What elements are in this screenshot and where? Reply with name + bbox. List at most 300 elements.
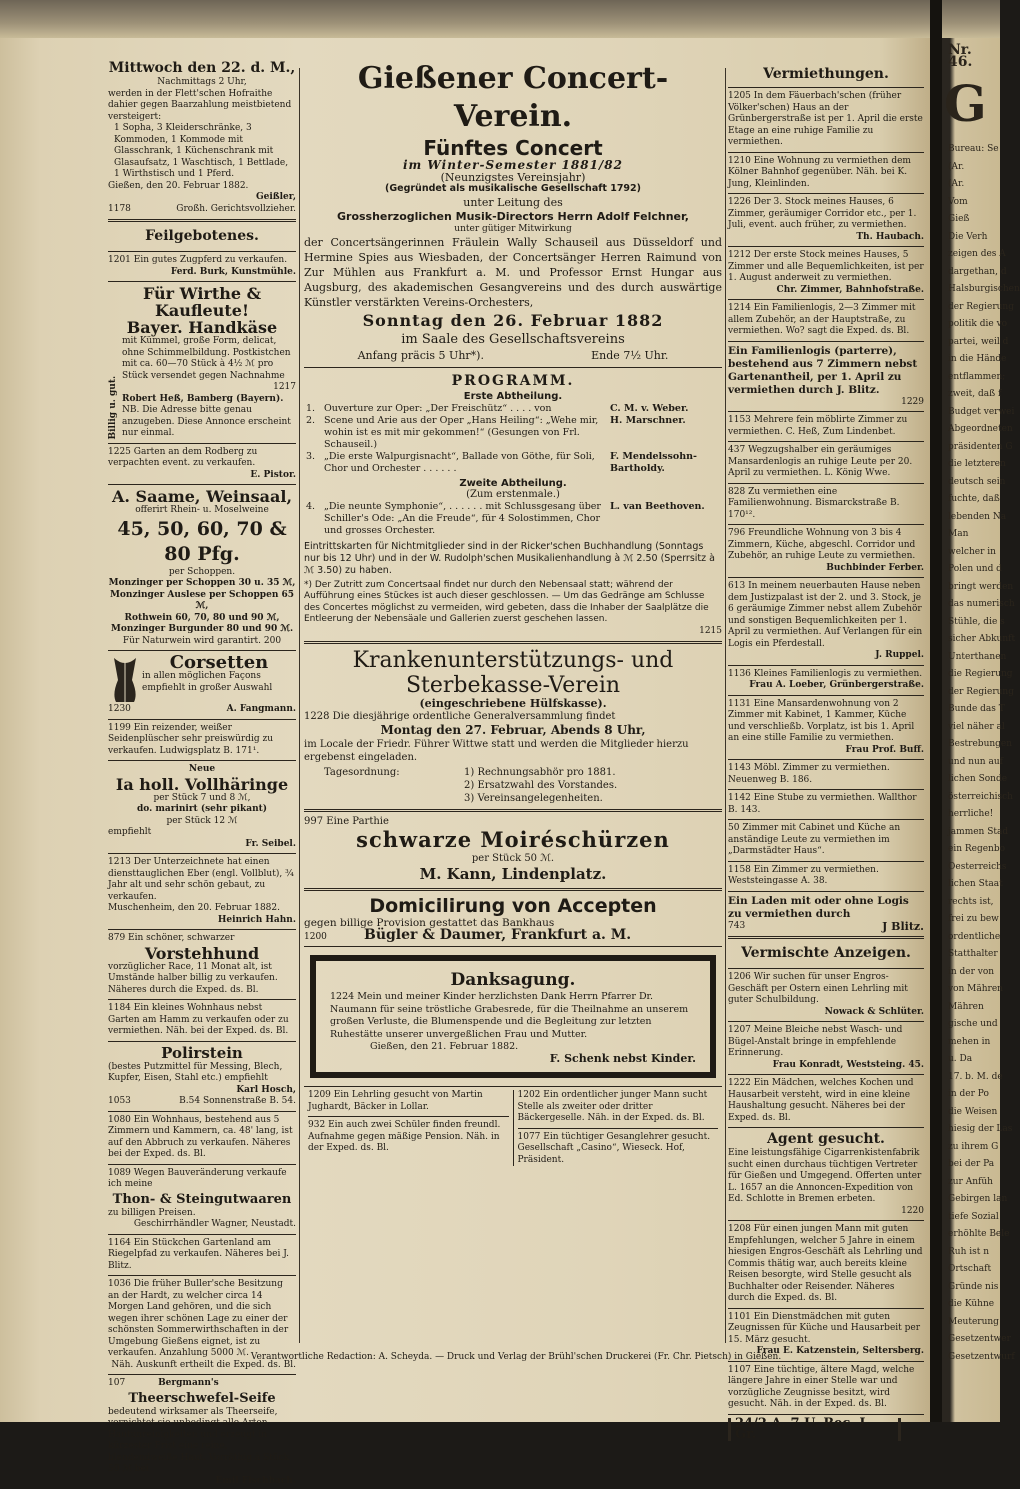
ad-signature: E. Pistor. — [250, 469, 296, 480]
misc-list — [728, 1224, 924, 1411]
ad-text: Für einen jungen Mann mit guten Empfehlungen, welcher 5 Jahre in einem hiesigen Engros-Geschäft als Lehrling und Commis thätig war, auch bereits kleine Reisen besorgte, wird Stelle gesucht als Buchhalter oder Reisender. Näheres durch die Exped. ds. Bl. — [728, 1224, 923, 1303]
ad-text: 1 Sopha, 3 Kleiderschränke, 3 Kommoden, 1 Kommode mit Glasschrank, 1 Küchenschrank mit Glasaufsatz, 1 Waschtisch, 1 Bettlade, 1 Wirthstisch und 1 Pferd. — [114, 123, 289, 179]
ad-number: 50 — [728, 823, 740, 833]
masonic-ad — [728, 1415, 924, 1442]
right-column — [728, 60, 924, 1443]
classified-ad — [728, 793, 924, 820]
edge-text-fragment: die Regierung — [948, 669, 1013, 679]
accept-ad — [304, 895, 722, 944]
ad-text: vorzüglicher Race, 11 Monat alt, ist Umstände halber billig zu verkaufen. Näheres durch die Exped. ds. Bl. — [108, 961, 278, 995]
edge-text-fragment: 17. b. M. de — [948, 1071, 1003, 1082]
ad-text: Meine Bleiche nebst Wasch- und Bügel-Anstalt bringe in empfehlende Erinnerung. — [728, 1025, 903, 1058]
edge-text-fragment: und nun auf — [948, 756, 1003, 767]
program-part: Zweite Abtheilung. — [459, 477, 567, 489]
edge-text-fragment: in die Hände — [948, 354, 1007, 364]
ad-number: 1213 — [108, 857, 131, 867]
ad-text: (bestes Putzmittel für Messing, Blech, Kupfer, Eisen, Stahl etc.) empfiehlt — [108, 1061, 283, 1083]
ad-number: 1089 — [108, 1167, 131, 1178]
ad-text: 997 Eine Parthie — [304, 815, 389, 827]
ad-text: Zu vermiethen eine Familienwohnung. Bismarckstraße B. 170¹². — [728, 486, 900, 520]
classified-ad — [728, 303, 924, 338]
edge-text-fragment: von Mähren — [948, 984, 1003, 994]
edge-text-fragment: Vom — [948, 196, 968, 207]
ad-text: Nachmittags 2 Uhr, — [157, 77, 247, 87]
apron-ad — [304, 816, 722, 884]
edge-text-fragment: ein Regenbo — [948, 844, 1006, 854]
edge-text-fragment: lichen Sonde — [948, 774, 1008, 784]
classified-ad — [728, 1365, 924, 1411]
classified-ad — [728, 197, 924, 247]
concert-date: Sonntag den 26. Februar 1882 — [362, 311, 664, 330]
ad-title: A. Saame, Weinsaal, — [111, 487, 293, 506]
pottery-ad — [108, 1168, 296, 1231]
program-item: 1. Ouverture zur Oper: „Der Freischütz“ . . . . von C. M. v. Weber. — [306, 402, 689, 414]
ad-date: Gießen, den 21. Februar 1882. — [370, 1041, 519, 1052]
ad-signature: Robert Heß, Bamberg (Bayern). — [122, 393, 284, 404]
edge-text-fragment: mehen in — [948, 1036, 991, 1047]
classified-ad — [728, 528, 924, 578]
edge-text-fragment: tiefe Sozial — [948, 1211, 999, 1222]
ad-number: 1164 — [108, 1237, 131, 1248]
ad-text: Ein Zimmer zu vermiethen. Weststeingasse A. 38. — [728, 864, 879, 886]
ad-text: Eine Wohnung zu vermiethen dem Kölner Bahnhof gegenüber. Näh. bei K. Jung, Kleinlinden. — [728, 155, 911, 189]
edge-text-fragment: Mähren — [948, 1001, 984, 1012]
ad-signature: A. Fangmann. — [226, 704, 296, 714]
ad-text: Eine tüchtige, ältere Magd, welche längere Jahre in einer Stelle war und vorzügliche Zeugnisse besitzt, wird gesucht. Näh. in der Exped. ds. Bl. — [728, 1364, 915, 1409]
classified-ad — [728, 669, 924, 696]
ad-signature: Heinrich Hahn. — [217, 914, 296, 925]
ad-signature: Karl Hosch, — [236, 1084, 296, 1095]
ad-text: Ein Familienlogis (parterre), bestehend aus 7 Zimmern nebst Gartenantheil, per 1. April zu vermiethen durch J. Blitz. — [728, 344, 918, 396]
ad-date: Muschenheim, den 20. Februar 1882. — [108, 903, 280, 913]
ad-signature: J. Ruppel. — [875, 650, 924, 660]
ad-text: Eine leistungsfähige Cigarrenkistenfabrik sucht einen durchaus tüchtigen Vertreter für Gießen und Umgegend. Offerten unter L. 1657 an die Annoncen-Expedition von Ed. Schlotte in Bremen erbeten. — [728, 1148, 922, 1204]
program-table — [304, 403, 722, 475]
ad-text: Ein ordentlicher junger Mann sucht Stelle als zweiter oder dritter Bäckergeselle. Näh. in der Exped. ds. Bl. — [517, 1090, 708, 1123]
ad-signature: Buchbinder Ferber. — [826, 562, 924, 573]
ad-text: Der erste Stock meines Hauses, 5 Zimmer und alle Bequemlichkeiten, ist per 1. August anderweit zu vermiethen. — [728, 250, 924, 283]
concert-heading: Fünftes Concert — [423, 136, 603, 160]
ad-text: unter gütiger Mitwirkung — [454, 223, 572, 234]
edge-text-fragment: das numerisch — [948, 599, 1015, 609]
ad-title: Für Wirthe & Kaufleute! — [142, 284, 262, 320]
house-ad — [108, 1003, 296, 1038]
program-table — [304, 501, 722, 537]
classified-ad — [728, 1224, 924, 1309]
ad-title: Corsetten — [169, 652, 269, 673]
ad-text: Möbl. Zimmer zu vermiethen. Neuenweg B. 186. — [728, 763, 890, 785]
ad-text: Ein gutes Zugpferd zu verkaufen. — [133, 255, 288, 265]
ad-number: 107 — [108, 1378, 126, 1388]
ad-number: 1226 — [728, 197, 751, 207]
ad-text: Bergmann's — [158, 1378, 219, 1388]
agenda-item: 1) Rechnungsabhör pro 1881. — [464, 766, 616, 778]
edge-text-fragment: Ruh ist n — [948, 1246, 990, 1257]
ad-number: 1080 — [108, 1114, 131, 1125]
edge-initial: G — [944, 74, 987, 133]
edge-text-fragment: (Ar. — [948, 179, 965, 189]
ad-text: Ein Laden mit oder ohne Logis zu vermiethen durch — [728, 894, 909, 920]
edge-text-fragment: Polen und d — [948, 564, 1002, 574]
program-heading: PROGRAMM. — [451, 373, 575, 389]
ad-text: im Locale der Friedr. Führer Wittwe statt und werden die Mitglieder hierzu ergebenst eingeladen. — [304, 738, 689, 763]
edge-text-fragment: Abgeordneten — [948, 424, 1013, 434]
edge-text-fragment: zweit, daß f — [948, 389, 1002, 399]
ad-text: Zimmer mit Cabinet und Küche an anständige Leute zu vermiethen im „Darmstädter Haus“. — [728, 823, 901, 856]
program-item: 4. „Die neunte Symphonie“, . . . . . . mit Schlussgesang über Schiller's Ode: „An die Freude“, für 4 Solostimmen, Chor und grosses Orchester. L. van Beethoven. — [306, 500, 705, 536]
ad-text: Wir suchen für unser Engros-Geschäft per Ostern einen Lehrling mit guter Schulbildung. — [728, 972, 908, 1005]
ad-text: (eingeschriebene Hülfskasse). — [419, 697, 607, 710]
horse-ad — [108, 255, 296, 278]
ad-text: versteigert: — [108, 111, 162, 122]
ad-text: werden in der Flett'schen Hofraithe — [108, 88, 273, 99]
classified-ad — [728, 972, 924, 1022]
ad-text: Freundliche Wohnung von 3 bis 4 Zimmern, Küche, abgeschl. Corridor und Zubehör, an ruhige Leute zu vermiethen. — [728, 528, 916, 561]
ad-number: 437 — [728, 445, 746, 455]
edge-text-fragment: Gesetzentwurf — [948, 1351, 1015, 1362]
ad-signature: Bügler & Daumer, Frankfurt a. M. — [364, 926, 632, 943]
ad-number: 1036 — [108, 1279, 131, 1289]
edge-text-fragment: deutsch sein — [948, 476, 1006, 487]
ad-side-text: Billig u. gut. — [108, 375, 118, 440]
ad-number: 1158 — [728, 864, 751, 875]
ad-number: 1223 — [901, 1423, 924, 1434]
corset-ad — [108, 654, 296, 716]
ad-number: 1178 — [108, 203, 131, 214]
ad-text: Großh. Gerichtsvollzieher. — [176, 203, 296, 214]
ad-text: Ein auch zwei Schüler finden freundl. Aufnahme gegen mäßige Pension. Näh. in der Exped. ds. Bl. — [308, 1120, 501, 1153]
polish-ad — [108, 1045, 296, 1108]
classified-ad — [728, 250, 924, 300]
edge-text-fragment: herrliche! — [948, 809, 994, 819]
next-page-edge — [944, 42, 1020, 1369]
ad-text: Ein Wohnhaus, bestehend aus 5 Zimmern und Kammern, ca. 48' lang, ist auf den Abbruch zu verkaufen. Näheres bei der Exped. ds. Bl. — [108, 1114, 293, 1159]
ad-text: Ein tüchtiger Gesanglehrer gesucht. Gesellschaft „Casino“, Wieseck. Hof, Präsident. — [517, 1131, 711, 1165]
ad-number: 932 — [308, 1120, 326, 1130]
concert-title: Gießener Concert-Verein. — [357, 61, 669, 134]
concert-venue: im Saale des Gesellschaftsvereins — [401, 332, 625, 347]
garden-ad — [108, 447, 296, 482]
ad-text: Kleines Familienlogis zu vermiethen. — [753, 668, 923, 679]
ad-signature: J Blitz. — [882, 919, 924, 933]
classified-ad — [728, 415, 924, 442]
edge-text-fragment: Gebirgen lan — [948, 1194, 1008, 1204]
ad-title: Vorstehhund — [144, 943, 260, 963]
concert-end: Ende 7½ Uhr. — [591, 349, 669, 362]
edge-text-fragment: (Ar. — [948, 161, 965, 172]
ad-title: Ia holl. Vollhäringe — [115, 774, 289, 794]
ad-text: Grossherzoglichen Musik-Directors Herrn Adolf Felchner, — [336, 209, 689, 223]
ad-text: offerirt Rhein- u. Moselweine — [135, 505, 269, 515]
concert-note: *) Der Zutritt zum Concertsaal findet nur durch den Nebensaal statt; während der Aufführung eines Stückes ist auch dieser geschlossen. — Um das Gedränge am Schlusse des Concertes möglichst zu vermeiden, wird gebeten, dass die Inhaber der Saalplätze die Entleerung der Nebensäale und Gallerien zuerst geschehen lassen. — [304, 579, 709, 624]
ad-text: Der Unterzeichnete hat einen diensttauglichen Eber (engl. Vollblut), ¾ Jahr alt und sehr schön gebaut, zu verkaufen. — [108, 857, 294, 902]
left-column — [108, 60, 296, 1489]
edge-text-fragment: Oesterreichs — [948, 861, 1007, 872]
ad-text: 1228 Die diesjährige ordentliche Generalversammlung findet — [304, 710, 616, 722]
edge-text-fragment: entflammen; — [948, 371, 1006, 382]
edge-text-fragment: viel näher al — [948, 721, 1005, 732]
edge-fragments — [948, 144, 1020, 1363]
classified-ad — [728, 699, 924, 761]
ad-text: zu billigen Preisen. — [108, 1207, 196, 1218]
ad-text: Ein Familienlogis, 2—3 Zimmer mit allem Zubehör, an der Hauptstraße, zu vermiethen. Wo? sagt die Exped. ds. Bl. — [728, 303, 916, 336]
edge-text-fragment: Bestrebungen — [948, 739, 1013, 749]
ad-text: bedeutend wirksamer als Theerseife, vernichtet sie unbedingt alle Arten Hautunreinigkeiten und erzeugt in kürzester Frist eine reine, blendendweiße Haut. Vorräthig à Stück 50 ℳ bei — [108, 1406, 290, 1474]
ad-number: 1202 — [517, 1090, 541, 1100]
concert-start: Anfang präcis 5 Uhr*). — [357, 349, 484, 362]
ad-number: 1209 — [308, 1090, 331, 1100]
ad-text: mit Kümmel, große Form, delicat, ohne Schimmelbildung. Postkistchen mit ca. 60—70 Stück à 4½ ℳ pro Stück versendet gegen Nachnahme — [122, 336, 291, 381]
ad-text: Wegen Bauveränderung verkaufe ich meine — [108, 1167, 287, 1189]
ad-text: 879 Ein schöner, schwarzer — [108, 933, 235, 943]
ad-text: unter Leitung des — [463, 195, 563, 209]
edge-text-fragment: fuchte, daß — [948, 494, 1000, 504]
edge-text-fragment: Man — [948, 529, 969, 539]
edge-text-fragment: hiesig der Las — [948, 1124, 1013, 1134]
edge-text-fragment: Ortschaft — [948, 1264, 992, 1274]
ad-signature: Nowack & Schlüter. — [824, 1006, 924, 1017]
binding-gutter — [930, 0, 942, 1422]
edge-text-fragment: ordentliche — [948, 931, 1001, 942]
ad-number: 200 — [263, 635, 282, 646]
section-heading: Vermiethungen. — [763, 66, 889, 82]
edge-text-fragment: politik die vo — [948, 319, 1008, 329]
ad-text: In dem Fäuerbach'schen (früher Völker'schen) Haus an der Grünbergerstraße ist per 1. April die erste Etage an eine ruhige Familie zu vermiethen. — [728, 91, 923, 147]
edge-text-fragment: Meuterung — [948, 1316, 999, 1327]
herring-ad — [108, 764, 296, 850]
classified-ad — [728, 1078, 924, 1124]
ad-signature: F. Schenk nebst Kinder. — [549, 1051, 696, 1065]
middle-column — [304, 60, 722, 1166]
concert-semester: im Winter-Semester 1881/82 — [402, 158, 623, 172]
edge-text-fragment: Bunde das T — [948, 704, 1005, 714]
ad-number: 743 — [728, 920, 746, 931]
ad-number: 1207 — [728, 1025, 751, 1035]
section-heading: Feilgebotenes. — [145, 228, 259, 244]
classified-ad — [728, 91, 924, 153]
classified-ad — [728, 156, 924, 195]
edge-text-fragment: zu ihrem G — [948, 1141, 999, 1152]
ad-signature: Frau Konradt, Weststeing. 45. — [772, 1059, 924, 1070]
concert-description: der Concertsängerinnen Fräulein Wally Schauseil aus Düsseldorf und Hermine Spies aus Wiesbaden, der Concertsänger Herren Raimund von Zur Mühlen aus Frankfurt a. M. und Professor Ernst Hungar aus Augsburg, des akademischen Gesangvereins und des durch auswärtige Künstler verstärkten Vereins-Orchesters, — [304, 236, 722, 309]
ad-number: 1101 — [728, 1311, 751, 1322]
ad-title: Thon- & Steingutwaaren — [112, 1191, 292, 1207]
ad-text: per Schoppen. — [168, 566, 236, 577]
ad-prices: 45, 50, 60, 70 & 80 Pfg. — [117, 517, 287, 565]
ad-number: 1053 — [108, 1096, 131, 1106]
agent-ad — [728, 1131, 924, 1217]
corset-icon — [108, 654, 142, 704]
ad-text: per Stück 12 ℳ — [166, 815, 238, 826]
ad-text: empfiehlt — [108, 827, 152, 837]
classified-ad — [728, 823, 924, 862]
ad-text: do. marinirt (sehr pikant) — [136, 804, 268, 814]
ad-text: Ein kleines Wohnhaus nebst Garten am Hamm zu verkaufen oder zu vermiethen. Näh. bei der Exped. ds. Bl. — [108, 1003, 289, 1036]
edge-text-fragment: Gesetzentwer — [948, 1334, 1011, 1344]
ad-text: 1224 Mein und meiner Kinder herzlichsten Dank Herrn Pfarrer Dr. Naumann für seine tröstliche Grabesrede, für die Theilnahme an unserem großen Verluste, die Blumenspende und die Begleitung zur letzten Ruhestätte unserer unvergeßlichen Frau und Mutter. — [330, 991, 689, 1040]
ad-number: 1184 — [108, 1003, 131, 1013]
dog-ad — [108, 933, 296, 996]
auction-title: Mittwoch den 22. d. M., — [108, 60, 296, 76]
edge-text-fragment: zur Anfüh — [948, 1176, 993, 1187]
edge-text-fragment: Unterthanen — [948, 651, 1007, 662]
ad-text: Mehrere fein möblirte Zimmer zu vermiethen. C. Heß, Zum Lindenbet. — [728, 415, 908, 437]
edge-text-fragment: Gieß — [948, 214, 970, 224]
edge-text-fragment: sicher Abkunft — [948, 634, 1016, 644]
ad-text: Monzinger Auslese per Schoppen 65 ℳ, — [109, 589, 295, 611]
edge-text-fragment: bei der Pa — [948, 1159, 995, 1169]
ad-signature: Frau Prof. Buff. — [845, 744, 924, 755]
edge-text-fragment: lichen Staat — [948, 879, 1003, 889]
ad-title: Theerschwefel-Seife — [128, 1390, 276, 1406]
cheese-ad — [108, 285, 296, 440]
ad-title: Bayer. Handkäse — [126, 318, 278, 337]
concert-ad — [304, 60, 722, 637]
ad-signature: Frau A. Loeber, Grünbergerstraße. — [749, 680, 924, 690]
edge-text-fragment: die Kühne — [948, 1299, 995, 1309]
ad-title: Danksagung. — [450, 970, 576, 990]
ad-number: 1229 — [901, 396, 924, 407]
ad-text: Monzinger per Schoppen 30 u. 35 ℳ, — [108, 578, 296, 588]
rent-list — [728, 91, 924, 338]
ad-text: In meinem neuerbauten Hause neben dem Justizpalast ist der 2. und 3. Stock, je 6 geräumige Zimmer nebst allem Zubehör und sonstigen Bequemlichkeiten per 1. April zu vermiethen. Auf Verlangen für ein Logis ein Pferdestall. — [728, 581, 923, 649]
ad-signature: Emil Fischbach. — [215, 1475, 296, 1486]
ad-text: Ein Mädchen, welches Kochen und Hausarbeit versteht, wird in eine kleine Haushaltung gesucht. Näheres bei der Exped. ds. Bl. — [728, 1078, 914, 1123]
kasse-ad — [304, 648, 722, 805]
edge-text-fragment: welcher in — [948, 546, 996, 557]
ad-number: 1206 — [728, 972, 751, 982]
ad-text: (Zum erstenmale.) — [466, 489, 560, 500]
ad-text: Tagesordnung: — [324, 766, 400, 778]
ad-text: gegen billige Provision gestattet das Bankhaus — [304, 916, 555, 929]
ad-text: Garten an dem Rodberg zu verpachten event. zu verkaufen. — [108, 446, 258, 468]
ad-text: Eine Mansardenwohnung von 2 Zimmer mit Kabinet, 1 Kammer, Küche und verschließb. Vorplatz, ist bis 1. April an eine stille Familie zu vermiethen. — [728, 698, 915, 743]
soap-ad — [108, 1378, 296, 1487]
ad-title: Agent gesucht. — [767, 1131, 885, 1147]
ad-signature: M. Kann, Lindenplatz. — [419, 864, 607, 883]
edge-text-fragment: die Weisen — [948, 1106, 998, 1117]
auction-ad — [108, 60, 296, 215]
ad-number: 1210 — [728, 155, 751, 166]
boar-ad — [108, 857, 296, 926]
ad-title: Domicilirung von Accepten — [369, 894, 657, 917]
ad-number: 1200 — [304, 931, 327, 942]
ad-text: Ein Stückchen Gartenland am Riegelpfad zu verkaufen. Näheres bei J. Blitz. — [108, 1237, 289, 1271]
ad-signature: Fr. Seibel. — [245, 838, 296, 849]
ad-text: Die früher Buller'sche Besitzung an der Hardt, zu welcher circa 14 Morgen Land gehören, und die sich wegen ihrer schönen Lage zu einer der schönsten Sommerwirthschaften in der Umgebung Gießens eignet, ist zu verkaufen. Anzahlung 5000 ℳ. — [108, 1279, 289, 1358]
rent-list — [728, 415, 924, 888]
ad-text: Der 3. Stock meines Hauses, 6 Zimmer, geräumiger Corridor etc., per 1. Juli, event. auch früher, zu vermiethen. — [728, 197, 917, 230]
ad-number: 1205 — [728, 91, 751, 101]
ad-number: 1220 — [901, 1205, 924, 1216]
edge-text-fragment: u. Da — [948, 1054, 973, 1064]
top-shadow-band — [0, 0, 1000, 38]
edge-text-fragment: Stühle, die s — [948, 616, 1005, 627]
ad-number: 1143 — [728, 763, 751, 773]
house-ad — [108, 1115, 296, 1161]
edge-text-fragment: bringt werden — [948, 581, 1014, 592]
edge-text-fragment: der Regierung — [948, 686, 1014, 697]
ad-number: 1142 — [728, 793, 751, 803]
ad-text: per Stück 50 ℳ. — [471, 853, 555, 864]
ad-number: 1217 — [273, 382, 296, 392]
ad-date: Gießen, den 20. Februar 1882. — [108, 180, 249, 191]
edge-text-fragment: erhöhlte Bele — [948, 1229, 1010, 1239]
garden-ad — [108, 1238, 296, 1273]
column-rule — [725, 68, 726, 1343]
ad-number: 1131 — [728, 698, 751, 709]
ad-signature: Geißler, — [255, 192, 296, 202]
edge-text-fragment: Die Verh — [948, 231, 988, 242]
ad-number: 1208 — [728, 1224, 751, 1234]
ad-title: Krankenunterstützungs- und Sterbekasse-Verein — [352, 648, 674, 698]
imprint-footer: Verantwortliche Redaction: A. Scheyda. — Druck und Verlag der Brühl'schen Druckerei (Fr. Chr. Pietsch) in Gießen. — [250, 1352, 782, 1362]
program-item: 2. Scene und Arie aus der Oper „Hans Heiling“: „Wehe mir, wohin ist es mit mir gekommen!“ (Gesungen von Frl. Schauseil.) H. Marschner. — [306, 414, 686, 450]
ad-number: 1222 — [728, 1078, 751, 1088]
edge-text-fragment: lebenden Na — [948, 511, 1007, 522]
edge-text-fragment: gische und — [948, 1019, 998, 1029]
ad-signature: Chr. Zimmer, Bahnhofstraße. — [776, 284, 924, 295]
edge-text-fragment: Halsburgischen — [948, 284, 1020, 294]
agenda-item: 3) Vereinsangelegenheiten. — [464, 792, 603, 804]
edge-text-fragment: präsidenten G — [948, 441, 1013, 452]
ad-text: in allen möglichen Façons empfiehlt in großer Auswahl — [142, 671, 273, 693]
shop-ad — [728, 895, 924, 933]
ad-signature: Ferd. Burk, Kunstmühle. — [170, 266, 296, 277]
ad-text: Wegzugshalber ein geräumiges Mansardenlogis an ruhige Leute per 20. April zu vermiethen. L. König Wwe. — [728, 445, 913, 478]
edge-text-fragment: frei zu bew — [948, 914, 999, 924]
ad-number: 1230 — [108, 704, 131, 714]
edge-text-fragment: die letzteren — [948, 459, 1006, 469]
edge-text-fragment: jammen Stad — [948, 826, 1009, 837]
agenda-item: 2) Ersatzwahl des Vorstandes. — [464, 779, 618, 791]
misc-list — [728, 972, 924, 1124]
edge-text-fragment: rechts ist, — [948, 896, 994, 907]
ad-text: 24/2 A. 7 U. Rec. I. Gr. — [728, 1418, 901, 1441]
ad-number: 1199 — [108, 722, 131, 733]
ad-text: per Stück 7 und 8 ℳ, — [153, 792, 251, 803]
ad-number: 828 — [728, 486, 746, 497]
program-part: Erste Abtheilung. — [463, 391, 563, 402]
ad-text: Ein Dienstmädchen mit guten Zeugnissen für Küche und Hausarbeit per 15. März gesucht. — [728, 1311, 921, 1345]
ad-text: Für Naturwein wird garantirt. — [122, 635, 262, 646]
ad-number: 1212 — [728, 250, 751, 260]
ticket-info: Eintrittskarten für Nichtmitglieder sind in der Ricker'schen Buchhandlung (Sonntags nur bis 12 Uhr) und in der W. Rudolph'schen Musikalienhandlung à ℳ 2.50 (Sperrsitz à ℳ 3.50) zu haben. — [304, 540, 715, 576]
ad-number: 1077 — [517, 1131, 541, 1142]
ad-number: 1201 — [108, 255, 131, 265]
edge-text-fragment: österreichisch — [948, 791, 1013, 802]
ad-signature: Frau E. Katzenstein, Seltersberg. — [756, 1346, 924, 1356]
small-ads — [304, 1090, 722, 1166]
ad-number: 1136 — [728, 668, 751, 679]
edge-text-fragment: Statthalter — [948, 949, 998, 959]
section-heading: Vermischte Anzeigen. — [741, 945, 911, 961]
ad-text: Ein reizender, weißer Seidenplüscher sehr preiswürdig zu verkaufen. Ludwigsplatz B. 171¹. — [108, 722, 274, 756]
ad-number: 1225 — [108, 446, 131, 457]
ad-text: Ein Lehrling gesucht von Martin Jughardt, Bäcker in Lollar. — [308, 1090, 483, 1112]
wine-ad — [108, 488, 296, 647]
column-rule — [299, 68, 300, 1343]
ad-number: 1153 — [728, 415, 751, 425]
edge-text-fragment: dargethan, d — [948, 266, 1007, 277]
edge-text-fragment: Bureau: Se — [948, 144, 999, 154]
classified-ad — [728, 487, 924, 526]
classified-ad — [728, 581, 924, 666]
ad-date: Montag den 27. Februar, Abends 8 Uhr, — [380, 722, 646, 737]
ad-text: (Gegründet als musikalische Gesellschaft 1792) — [384, 183, 641, 194]
edge-text-fragment: zeigen des A — [948, 249, 1006, 259]
ad-text: Monzinger Burgunder 80 und 90 ℳ. — [110, 624, 294, 634]
